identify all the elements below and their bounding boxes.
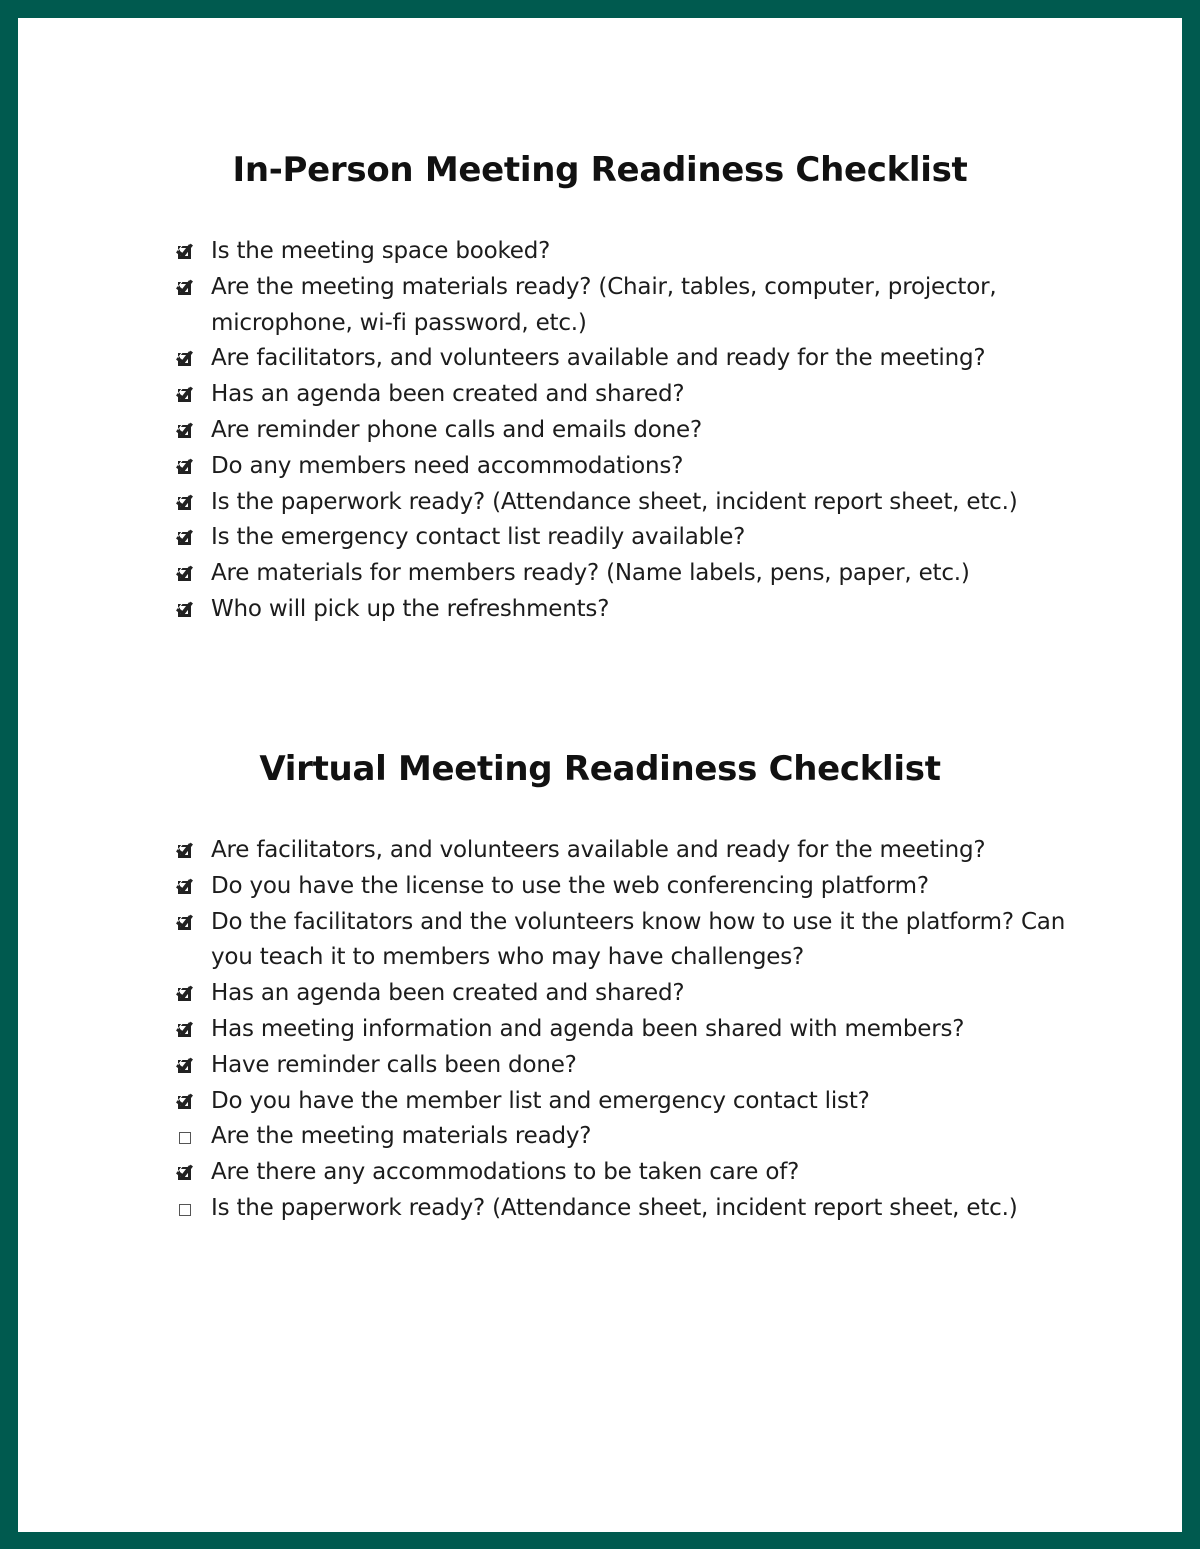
checklist-item: [178, 1048, 1078, 1084]
checked-box-icon[interactable]: [178, 917, 191, 930]
checklist-item-text: Are materials for members ready? (Name labels, pens, paper, etc.): [211, 560, 970, 587]
checklist-item-text: Are facilitators, and volunteers available and ready for the meeting?: [211, 837, 986, 863]
checklist-item-text: Are reminder phone calls and emails done?: [211, 416, 702, 443]
checked-box-icon[interactable]: [178, 282, 191, 295]
checked-box-icon[interactable]: [178, 389, 191, 402]
checklist-item: [178, 413, 1078, 449]
unchecked-box-icon[interactable]: [179, 1132, 191, 1144]
checked-box-icon[interactable]: [178, 246, 191, 259]
virtual-checklist: [178, 833, 1078, 1227]
checked-box-icon[interactable]: [178, 845, 191, 858]
checklist-item: [178, 1191, 1078, 1227]
checklist-item: [178, 905, 1078, 977]
checklist-item: [178, 1012, 1078, 1048]
checklist-item-text: Who will pick up the refreshments?: [211, 595, 610, 622]
in-person-checklist: [178, 234, 1078, 628]
checklist-item-text: Is the paperwork ready? (Attendance sheet, incident report sheet, etc.): [211, 488, 1018, 515]
checklist-item: [178, 592, 1078, 628]
checklist-item-text: Is the paperwork ready? (Attendance sheet, incident report sheet, etc.): [211, 1194, 1018, 1221]
checklist-item: [178, 449, 1078, 485]
checklist-item: [178, 485, 1078, 521]
checked-box-icon[interactable]: [178, 532, 191, 545]
checked-box-icon[interactable]: [178, 604, 191, 617]
checklist-item: [178, 520, 1078, 556]
checklist-item: [178, 341, 1078, 377]
checklist-item-text: Has meeting information and agenda been shared with members?: [211, 1015, 965, 1042]
checklist-item: [178, 1155, 1078, 1191]
checked-box-icon[interactable]: [178, 1060, 191, 1073]
checked-box-icon[interactable]: [178, 881, 191, 894]
checked-box-icon[interactable]: [178, 988, 191, 1001]
checklist-item: [178, 1084, 1078, 1120]
checked-box-icon[interactable]: [178, 568, 191, 581]
checked-box-icon[interactable]: [178, 425, 191, 438]
unchecked-box-icon[interactable]: [179, 1204, 191, 1216]
checklist-item-text: Has an agenda been created and shared?: [211, 980, 685, 1007]
checklist-item: [178, 556, 1078, 592]
checked-box-icon[interactable]: [178, 1167, 191, 1180]
checklist-item: [178, 869, 1078, 905]
checked-box-icon[interactable]: [178, 1096, 191, 1109]
checked-box-icon[interactable]: [178, 497, 191, 510]
checklist-item-text: Do the facilitators and the volunteers know how to use it the platform? Can you teach it to members who may have challenges?: [211, 908, 1066, 971]
checklist-item: [178, 234, 1078, 270]
checklist-item-text: Is the emergency contact list readily available?: [211, 524, 746, 551]
checklist-page: [18, 18, 1182, 1532]
checklist-item: [178, 976, 1078, 1012]
checklist-item: [178, 833, 1078, 869]
checklist-item-text: Are facilitators, and volunteers available and ready for the meeting?: [211, 345, 986, 372]
checklist-item: [178, 270, 1078, 342]
checklist-item-text: Has an agenda been created and shared?: [211, 381, 685, 408]
checklist-item-text: Are the meeting materials ready?: [211, 1123, 592, 1150]
in-person-section: [18, 150, 1182, 622]
in-person-title: In-Person Meeting Readiness Checklist: [232, 150, 968, 190]
virtual-title: Virtual Meeting Readiness Checklist: [259, 749, 941, 789]
virtual-section: [18, 749, 1182, 1221]
checked-box-icon[interactable]: [178, 461, 191, 474]
checklist-item-text: Are there any accommodations to be taken care of?: [211, 1159, 800, 1186]
checklist-item: [178, 1119, 1078, 1155]
checklist-item-text: Is the meeting space booked?: [211, 238, 551, 264]
checklist-item: [178, 377, 1078, 413]
checklist-item-text: Do any members need accommodations?: [211, 452, 684, 479]
checked-box-icon[interactable]: [178, 353, 191, 366]
checklist-item-text: Do you have the member list and emergency contact list?: [211, 1087, 870, 1114]
checked-box-icon[interactable]: [178, 1024, 191, 1037]
checklist-item-text: Are the meeting materials ready? (Chair, tables, computer, projector, microphone, wi-fi password, etc.): [211, 273, 997, 336]
checklist-item-text: Do you have the license to use the web conferencing platform?: [211, 872, 929, 899]
checklist-item-text: Have reminder calls been done?: [211, 1051, 577, 1078]
